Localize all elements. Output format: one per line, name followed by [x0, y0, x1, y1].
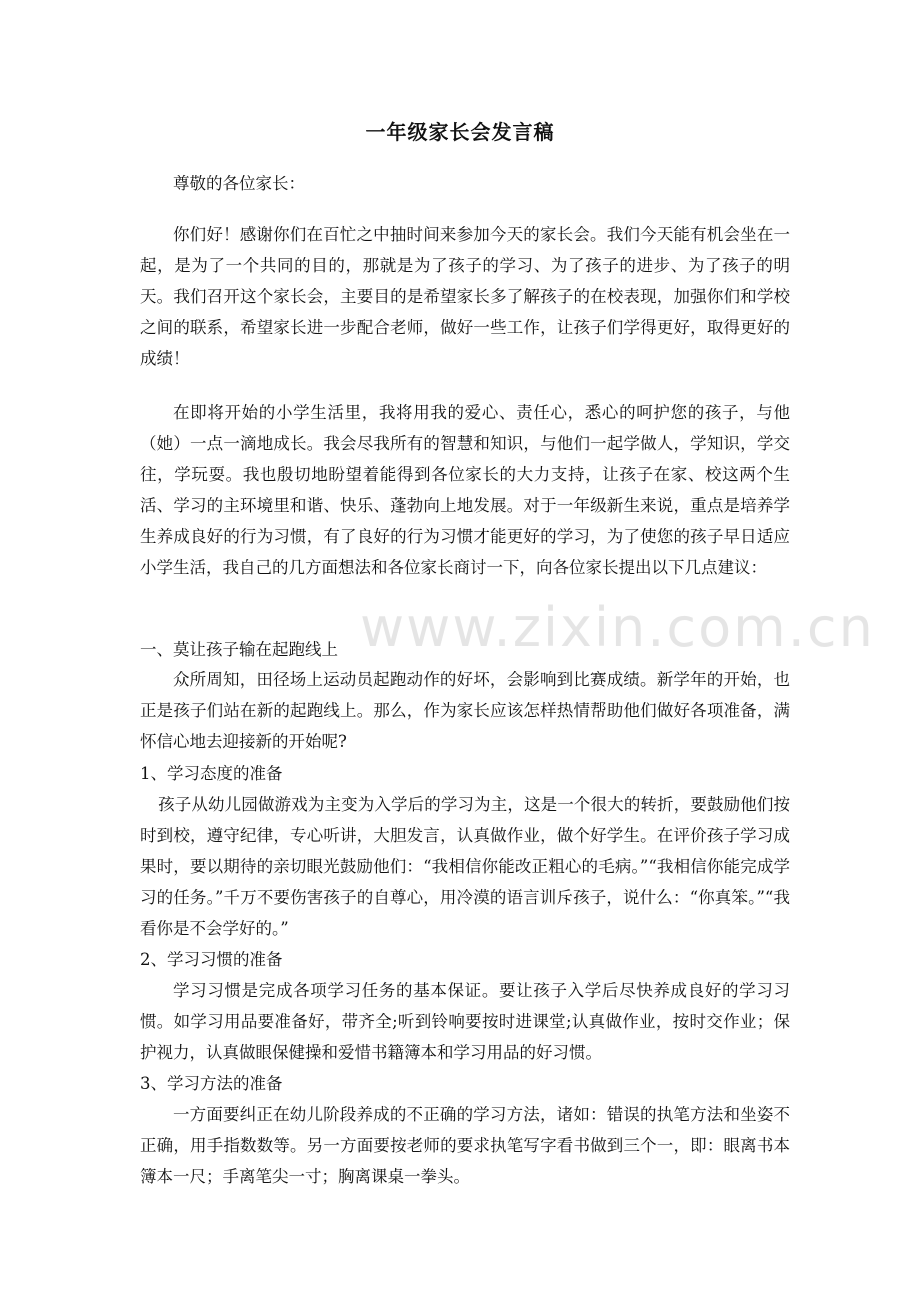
- watermark: www.zixin.com.cn: [360, 596, 875, 659]
- page-title: 一年级家长会发言稿: [365, 120, 555, 144]
- section-heading-1: 一、莫让孩子输在起跑线上: [140, 640, 338, 659]
- paragraph-suggestions: 在即将开始的小学生活里，我将用我的爱心、责任心，悉心的呵护您的孩子，与他（她）一点一滴地成长。我会尽我所有的智慧和知识，与他们一起学做人，学知识，学交往，学玩耍。我也殷切地盼望着能得到各位家长的大力支持，让孩子在家、校这两个生活、学习的主环境里和谐、快乐、蓬勃向上地发展。对于一年级新生来说，重点是培养学生养成良好的行为习惯，有了良好的行为习惯才能更好的学习，为了使您的孩子早日适应小学生活，我自己的几方面想法和各位家长商讨一下，向各位家长提出以下几点建议：: [140, 403, 790, 577]
- habits-paragraph: 学习习惯是完成各项学习任务的基本保证。要让孩子入学后尽快养成良好的学习习惯。如学习用品要准备好，带齐全;听到铃响要按时进课堂;认真做作业，按时交作业；保护视力，认真做眼保健操和爱惜书籍簿本和学习用品的好习惯。: [140, 981, 790, 1062]
- subheading-attitude: 1、学习态度的准备: [140, 764, 283, 783]
- subheading-methods: 3、学习方法的准备: [140, 1074, 283, 1093]
- section-1-paragraph: 众所周知，田径场上运动员起跑动作的好坏，会影响到比赛成绩。新学年的开始，也正是孩子们站在新的起跑线上。那么，作为家长应该怎样热情帮助他们做好各项准备，满怀信心地去迎接新的开始呢?: [140, 670, 790, 751]
- methods-paragraph: 一方面要纠正在幼儿阶段养成的不正确的学习方法，诸如：错误的执笔方法和坐姿不正确，用手指数数等。另一方面要按老师的要求执笔写字看书做到三个一，即：眼离书本簿本一尺；手离笔尖一寸；胸离课桌一拳头。: [140, 1105, 790, 1186]
- salutation: 尊敬的各位家长：: [173, 174, 305, 193]
- intro-paragraph: 你们好！感谢你们在百忙之中抽时间来参加今天的家长会。我们今天能有机会坐在一起，是为了一个共同的目的，那就是为了孩子的学习、为了孩子的进步、为了孩子的明天。我们召开这个家长会，主要目的是希望家长多了解孩子的在校表现，加强你们和学校之间的联系，希望家长进一步配合老师，做好一些工作，让孩子们学得更好，取得更好的成绩！: [140, 225, 790, 368]
- attitude-paragraph: 孩子从幼儿园做游戏为主变为入学后的学习为主，这是一个很大的转折，要鼓励他们按时到校，遵守纪律，专心听讲，大胆发言，认真做作业，做个好学生。在评价孩子学习成果时，要以期待的亲切眼光鼓励他们：“我相信你能改正粗心的毛病。”“我相信你能完成学习的任务。”千万不要伤害孩子的自尊心，用冷漠的语言训斥孩子，说什么：“你真笨。”“我看你是不会学好的。”: [140, 795, 790, 938]
- subheading-habits: 2、学习习惯的准备: [140, 950, 283, 969]
